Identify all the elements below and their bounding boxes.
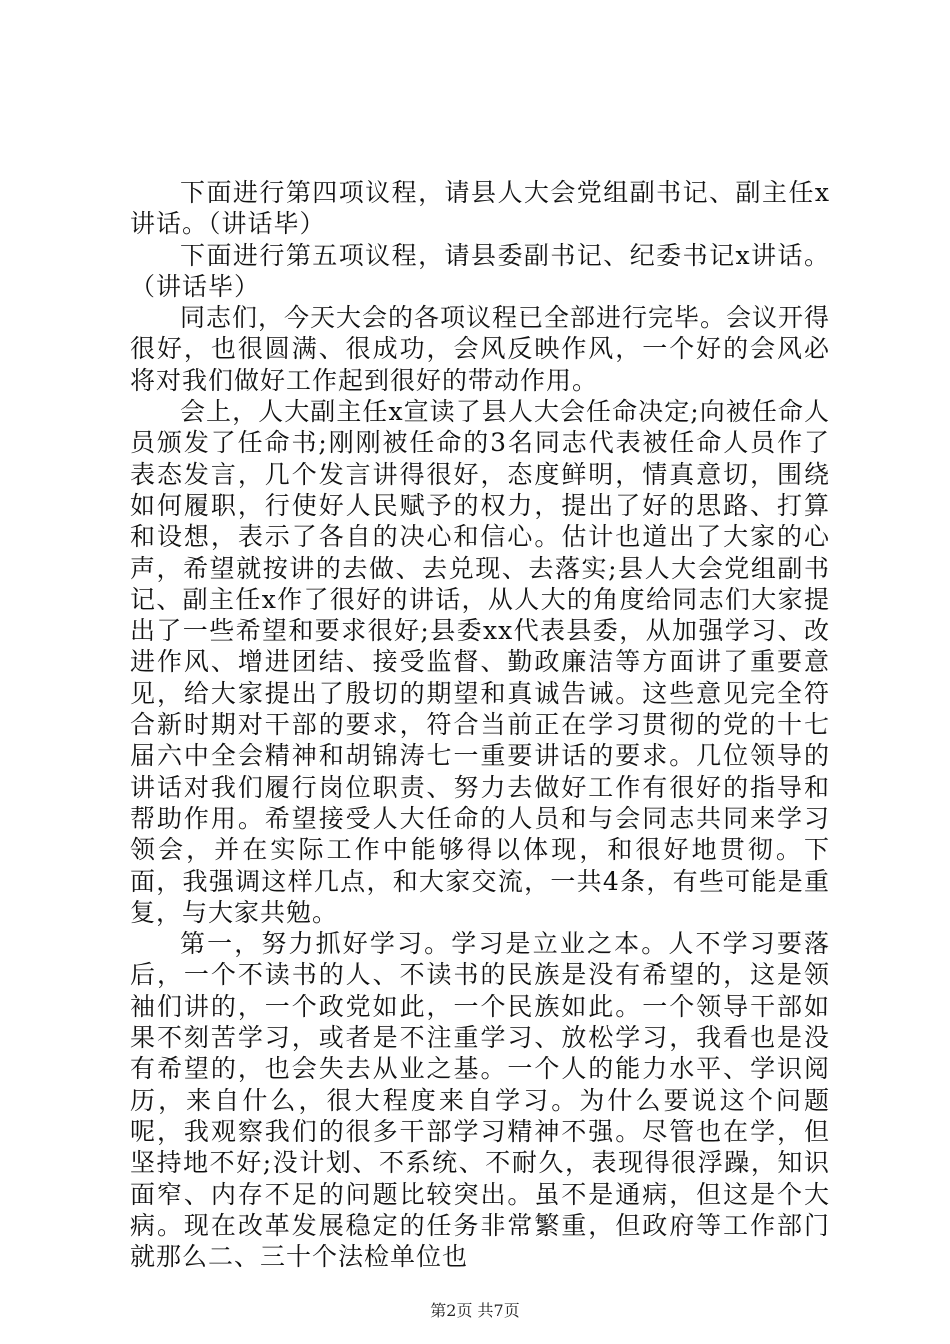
page-number-footer: 第2页 共7页 bbox=[430, 1301, 520, 1320]
paragraph-meeting-summary: 会上，人大副主任x宣读了县人大会任命决定;向被任命人员颁发了任命书;刚刚被任命的3名同志代表被任命人员作了表态发言，几个发言讲得很好，态度鲜明，情真意切，围绕如何履职，行使好人民赋予的权力，提出了好的思路、打算和设想，表示了各自的决心和信心。估计也道出了大家的心声，希望就按讲的去做、去兑现、去落实;县人大会党组副书记、副主任x作了很好的讲话，从人大的角度给同志们大家提出了一些希望和要求很好;县委xx代表县委，从加强学习、改进作风、增进团结、接受监督、勤政廉洁等方面讲了重要意见，给大家提出了殷切的期望和真诚告诫。这些意见完全符合新时期对干部的要求，符合当前正在学习贯彻的党的十七届六中全会精神和胡锦涛七一重要讲话的要求。几位领导的讲话对我们履行岗位职责、努力去做好工作有很好的指导和帮助作用。希望接受人大任命的人员和与会同志共同来学习领会，并在实际工作中能够得以体现，和很好地贯彻。下面，我强调这样几点，和大家交流，一共4条，有些可能是重复，与大家共勉。 bbox=[130, 397, 830, 927]
paragraph-agenda-item-five: 下面进行第五项议程，请县委副书记、纪委书记x讲话。（讲话毕） bbox=[130, 240, 830, 301]
document-body bbox=[130, 177, 830, 1272]
paragraph-agenda-item-four: 下面进行第四项议程，请县人大会党组副书记、副主任x讲话。（讲话毕） bbox=[130, 178, 830, 239]
paragraph-meeting-conclusion: 同志们，今天大会的各项议程已全部进行完毕。会议开得很好，也很圆满、很成功，会风反映作风，一个好的会风必将对我们做好工作起到很好的带动作用。 bbox=[130, 303, 831, 395]
paragraph-point-one-study: 第一，努力抓好学习。学习是立业之本。人不学习要落后，一个不读书的人、不读书的民族是没有希望的，这是领袖们讲的，一个政党如此，一个民族如此。一个领导干部如果不刻苦学习，或者是不注重学习、放松学习，我看也是没有希望的，也会失去从业之基。一个人的能力水平、学识阅历，来自什么，很大程度来自学习。为什么要说这个问题呢，我观察我们的很多干部学习精神不强。尽管也在学，但坚持地不好;没计划、不系统、不耐久，表现得很浮躁，知识面窄、内存不足的问题比较突出。虽不是通病，但这是个大病。现在改革发展稳定的任务非常繁重，但政府等工作部门就那么二、三十个法检单位也 bbox=[130, 929, 830, 1272]
